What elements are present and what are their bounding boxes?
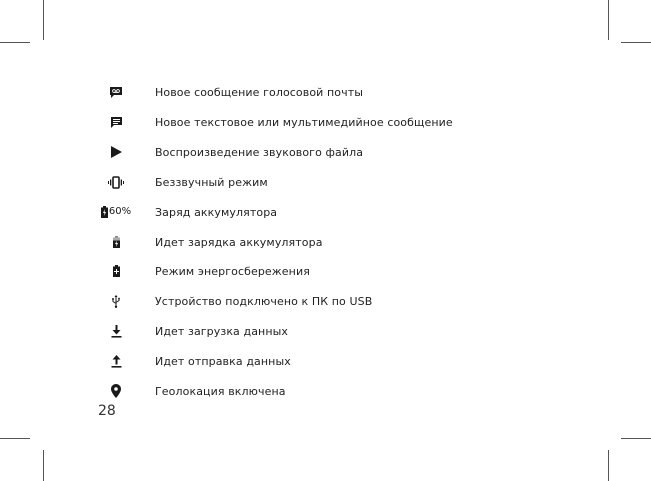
list-item — [96, 351, 516, 371]
list-item — [96, 321, 516, 341]
item-label: Новое текстовое или мультимедийное сообщение — [155, 115, 453, 129]
crop-mark — [0, 438, 30, 439]
crop-mark — [608, 450, 609, 481]
item-label: Идет зарядка аккумулятора — [155, 235, 323, 249]
location-icon — [96, 381, 136, 401]
crop-mark — [621, 438, 651, 439]
list-item — [96, 82, 516, 102]
item-label: Геолокация включена — [155, 384, 286, 398]
list-item — [96, 202, 516, 222]
list-item — [96, 142, 516, 162]
crop-mark — [0, 42, 30, 43]
list-item — [96, 291, 516, 311]
crop-mark — [621, 42, 651, 43]
crop-mark — [608, 0, 609, 40]
item-label: Устройство подключено к ПК по USB — [155, 294, 373, 308]
item-label: Заряд аккумулятора — [155, 205, 278, 219]
page-number: 28 — [98, 403, 116, 419]
play-icon — [96, 142, 136, 162]
voicemail-icon — [96, 82, 136, 102]
list-item — [96, 261, 516, 281]
upload-icon — [96, 351, 136, 371]
message-icon — [96, 112, 136, 132]
download-icon — [96, 321, 136, 341]
item-label: Режим энергосбережения — [155, 264, 310, 278]
vibrate-icon — [96, 172, 136, 192]
battery-percent: 60% — [108, 206, 132, 217]
list-item — [96, 381, 516, 401]
battery-saver-icon — [96, 261, 136, 281]
item-label: Идет отправка данных — [155, 354, 291, 368]
usb-icon — [96, 291, 136, 311]
list-item — [96, 112, 516, 132]
battery-charging-icon — [96, 232, 136, 252]
item-label: Воспроизведение звукового файла — [155, 145, 364, 159]
item-label: Новое сообщение голосовой почты — [155, 85, 364, 99]
list-item — [96, 232, 516, 252]
item-label: Беззвучный режим — [155, 175, 268, 189]
crop-mark — [43, 450, 44, 481]
list-item — [96, 172, 516, 192]
battery-level-icon — [96, 202, 136, 222]
crop-mark — [43, 0, 44, 40]
item-label: Идет загрузка данных — [155, 324, 289, 338]
